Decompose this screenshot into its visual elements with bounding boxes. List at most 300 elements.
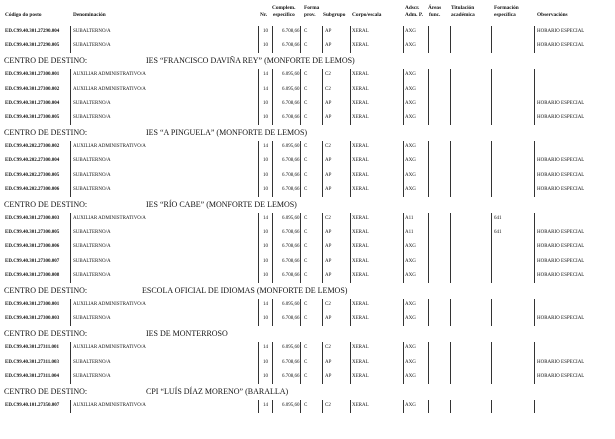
cell-nr: 14 bbox=[263, 302, 268, 307]
cell-nr: 10 bbox=[263, 230, 268, 236]
cell-adscricion: AXG bbox=[405, 359, 416, 365]
cell-code: ED.C99.40.301.27300.002 bbox=[5, 86, 60, 92]
column-divider bbox=[70, 26, 71, 53]
cell-denominacion: SUBALTERNO/A bbox=[73, 258, 111, 264]
header-subgrupo: Subgrupo bbox=[323, 12, 346, 18]
section-name: IES “FRANCISCO DAVIÑA REY” (MONFORTE DE LEMOS) bbox=[146, 56, 355, 66]
cell-complemento: 6.708,66 bbox=[282, 172, 300, 178]
cell-code: ED.C99.40.301.27300.005 bbox=[5, 115, 60, 120]
section-name: IES “RÍO CABE” (MONFORTE DE LEMOS) bbox=[146, 200, 297, 209]
cell-adscricion: AXG bbox=[405, 403, 416, 408]
column-divider bbox=[350, 141, 351, 197]
header-complem-line1: Complem. bbox=[272, 5, 296, 11]
cell-adscricion: AXG bbox=[405, 172, 416, 178]
cell-corpo: XERAL bbox=[352, 258, 369, 264]
header-complem-line2: específico bbox=[273, 12, 295, 18]
column-divider bbox=[70, 141, 71, 197]
cell-subgrupo: C2 bbox=[325, 144, 331, 150]
cell-subgrupo: AP bbox=[325, 258, 332, 264]
cell-code: ED.C99.40.301.27290.004 bbox=[5, 29, 60, 34]
cell-denominacion: SUBALTERNO/A bbox=[73, 272, 111, 278]
cell-forma-provision: C bbox=[304, 230, 308, 236]
cell-complemento: 6.708,66 bbox=[282, 258, 300, 264]
cell-observacions: HORARIO ESPECIAL bbox=[537, 244, 585, 250]
column-divider bbox=[491, 69, 492, 125]
table-row bbox=[0, 142, 615, 152]
table-row bbox=[0, 113, 615, 123]
cell-forma-provision: C bbox=[304, 115, 308, 120]
cell-code: ED.C99.40.101.27350.007 bbox=[5, 403, 60, 408]
section-header bbox=[4, 199, 604, 211]
cell-formacion: 641 bbox=[494, 216, 502, 221]
column-divider bbox=[534, 299, 535, 326]
section-header bbox=[4, 55, 604, 67]
cell-denominacion: AUXILIAR ADMINISTRATIVO/A bbox=[73, 144, 146, 150]
column-divider bbox=[403, 26, 404, 53]
header-codigo: Código do posto bbox=[5, 12, 42, 18]
column-divider bbox=[534, 213, 535, 283]
column-divider bbox=[258, 342, 259, 384]
cell-code: ED.C99.40.301.27311.001 bbox=[5, 345, 60, 351]
table-row bbox=[0, 70, 615, 80]
cell-code: ED.C99.40.301.27300.003 bbox=[5, 216, 60, 221]
cell-complemento: 6.095,60 bbox=[282, 144, 300, 150]
cell-code: ED.C99.40.202.27300.002 bbox=[5, 144, 60, 150]
cell-forma-provision: C bbox=[304, 216, 308, 221]
column-divider bbox=[70, 299, 71, 326]
cell-observacions: HORARIO ESPECIAL bbox=[537, 186, 585, 192]
column-divider bbox=[534, 141, 535, 197]
cell-denominacion: SUBALTERNO/A bbox=[73, 100, 111, 106]
cell-denominacion: AUXILIAR ADMINISTRATIVO/A bbox=[73, 302, 146, 307]
cell-nr: 10 bbox=[263, 115, 268, 120]
cell-corpo: XERAL bbox=[352, 316, 369, 322]
section-name: IES DE MONTERROSO bbox=[146, 329, 228, 339]
cell-corpo: XERAL bbox=[352, 43, 369, 49]
cell-corpo: XERAL bbox=[352, 216, 369, 221]
cell-subgrupo: AP bbox=[325, 43, 332, 49]
table-row bbox=[0, 27, 615, 37]
cell-subgrupo: C2 bbox=[325, 403, 331, 408]
cell-code: ED.C99.40.301.27311.003 bbox=[5, 359, 60, 365]
section-name: CPI “LUÍS DÍAZ MORENO” (BARALLA) bbox=[146, 387, 289, 396]
column-divider bbox=[300, 69, 301, 125]
column-divider bbox=[272, 299, 273, 326]
table-row bbox=[0, 358, 615, 368]
cell-forma-provision: C bbox=[304, 144, 308, 150]
cell-code: ED.C99.40.202.27300.004 bbox=[5, 158, 60, 164]
table-row bbox=[0, 343, 615, 353]
column-divider bbox=[534, 26, 535, 53]
cell-forma-provision: C bbox=[304, 302, 308, 307]
column-divider bbox=[428, 400, 429, 413]
cell-corpo: XERAL bbox=[352, 29, 369, 34]
section-label: CENTRO DE DESTINO: bbox=[4, 56, 88, 66]
column-divider bbox=[272, 213, 273, 283]
cell-adscricion: AXG bbox=[405, 258, 416, 264]
section-name: ESCOLA OFICIAL DE IDIOMAS (MONFORTE DE LEMOS) bbox=[142, 286, 348, 295]
cell-subgrupo: AP bbox=[325, 272, 332, 278]
column-divider bbox=[258, 69, 259, 125]
cell-adscricion: AXG bbox=[405, 144, 416, 150]
cell-corpo: XERAL bbox=[352, 186, 369, 192]
cell-adscricion: A11 bbox=[405, 230, 414, 236]
column-divider bbox=[322, 69, 323, 125]
table-row bbox=[0, 314, 615, 324]
cell-nr: 14 bbox=[263, 72, 268, 78]
cell-code: ED.C99.40.301.27300.005 bbox=[5, 230, 60, 236]
table-row bbox=[0, 185, 615, 195]
cell-code: ED.C99.40.202.27300.005 bbox=[5, 172, 60, 178]
column-divider bbox=[428, 342, 429, 384]
cell-nr: 10 bbox=[263, 258, 268, 264]
cell-subgrupo: AP bbox=[325, 316, 332, 322]
column-divider bbox=[272, 69, 273, 125]
column-divider bbox=[350, 342, 351, 384]
section-name: IES “A PINGUELA” (MONFORTE DE LEMOS) bbox=[146, 128, 308, 138]
cell-forma-provision: C bbox=[304, 72, 308, 78]
table-row bbox=[0, 257, 615, 267]
cell-code: ED.C99.40.301.27311.004 bbox=[5, 373, 60, 379]
header-adscr-line2: Adm. P. bbox=[405, 12, 423, 18]
column-divider bbox=[428, 69, 429, 125]
section-header bbox=[4, 386, 604, 398]
cell-nr: 10 bbox=[263, 244, 268, 250]
column-divider bbox=[403, 213, 404, 283]
cell-subgrupo: AP bbox=[325, 373, 332, 379]
cell-corpo: XERAL bbox=[352, 244, 369, 250]
header-denominacion: Denominación bbox=[73, 12, 106, 18]
cell-subgrupo: C2 bbox=[325, 345, 331, 351]
cell-observacions: HORARIO ESPECIAL bbox=[537, 359, 585, 365]
column-divider bbox=[258, 213, 259, 283]
cell-nr: 14 bbox=[263, 216, 268, 221]
column-divider bbox=[70, 342, 71, 384]
column-divider bbox=[450, 400, 451, 413]
cell-adscricion: AXG bbox=[405, 272, 416, 278]
column-divider bbox=[322, 141, 323, 197]
cell-nr: 10 bbox=[263, 272, 268, 278]
cell-adscricion: AXG bbox=[405, 86, 416, 92]
cell-denominacion: AUXILIAR ADMINISTRATIVO/A bbox=[73, 345, 146, 351]
cell-code: ED.C99.40.301.27300.008 bbox=[5, 272, 60, 278]
table-row bbox=[0, 401, 615, 411]
table-row bbox=[0, 372, 615, 382]
header-forma-line2: prov. bbox=[304, 12, 316, 18]
cell-nr: 10 bbox=[263, 359, 268, 365]
cell-denominacion: SUBALTERNO/A bbox=[73, 29, 111, 34]
cell-nr: 10 bbox=[263, 172, 268, 178]
cell-complemento: 6.708,66 bbox=[282, 43, 300, 49]
header-corpo: Corpo/escala bbox=[352, 12, 382, 18]
cell-nr: 10 bbox=[263, 316, 268, 322]
cell-complemento: 6.708,66 bbox=[282, 244, 300, 250]
table-row bbox=[0, 41, 615, 51]
cell-corpo: XERAL bbox=[352, 72, 369, 78]
table-row bbox=[0, 99, 615, 109]
cell-code: ED.C99.40.202.27300.006 bbox=[5, 186, 60, 192]
cell-observacions: HORARIO ESPECIAL bbox=[537, 100, 585, 106]
cell-forma-provision: C bbox=[304, 86, 308, 92]
column-divider bbox=[403, 342, 404, 384]
column-divider bbox=[272, 342, 273, 384]
header-nr: Nr. bbox=[260, 12, 268, 18]
cell-subgrupo: AP bbox=[325, 244, 332, 250]
cell-nr: 10 bbox=[263, 100, 268, 106]
column-divider bbox=[450, 26, 451, 53]
cell-adscricion: AXG bbox=[405, 302, 416, 307]
table-row bbox=[0, 242, 615, 252]
cell-observacions: HORARIO ESPECIAL bbox=[537, 373, 585, 379]
column-divider bbox=[403, 141, 404, 197]
cell-subgrupo: C2 bbox=[325, 86, 331, 92]
cell-complemento: 6.708,66 bbox=[282, 29, 300, 34]
header-areas-line2: func. bbox=[429, 12, 441, 18]
column-divider bbox=[70, 69, 71, 125]
cell-forma-provision: C bbox=[304, 158, 308, 164]
cell-subgrupo: AP bbox=[325, 186, 332, 192]
table-row bbox=[0, 271, 615, 281]
cell-code: ED.C99.40.301.27300.004 bbox=[5, 100, 60, 106]
cell-corpo: XERAL bbox=[352, 345, 369, 351]
table-row bbox=[0, 214, 615, 224]
cell-adscricion: AXG bbox=[405, 316, 416, 322]
cell-observacions: HORARIO ESPECIAL bbox=[537, 172, 585, 178]
column-divider bbox=[258, 400, 259, 413]
cell-forma-provision: C bbox=[304, 258, 308, 264]
cell-complemento: 6.708,66 bbox=[282, 373, 300, 379]
column-divider bbox=[272, 141, 273, 197]
cell-adscricion: AXG bbox=[405, 72, 416, 78]
cell-complemento: 6.095,60 bbox=[282, 403, 300, 408]
column-divider bbox=[258, 299, 259, 326]
cell-subgrupo: AP bbox=[325, 100, 332, 106]
cell-formacion: 641 bbox=[494, 230, 502, 236]
cell-denominacion: AUXILIAR ADMINISTRATIVO/A bbox=[73, 216, 146, 221]
cell-adscricion: AXG bbox=[405, 186, 416, 192]
column-divider bbox=[322, 342, 323, 384]
cell-code: ED.C99.40.301.27300.006 bbox=[5, 244, 60, 250]
cell-corpo: XERAL bbox=[352, 373, 369, 379]
cell-adscricion: AXG bbox=[405, 244, 416, 250]
cell-corpo: XERAL bbox=[352, 144, 369, 150]
section-label: CENTRO DE DESTINO: bbox=[4, 329, 88, 339]
cell-denominacion: AUXILIAR ADMINISTRATIVO/A bbox=[73, 72, 146, 78]
cell-complemento: 6.708,66 bbox=[282, 100, 300, 106]
cell-code: ED.C99.40.301.27290.005 bbox=[5, 43, 60, 49]
cell-adscricion: A11 bbox=[405, 216, 414, 221]
column-divider bbox=[300, 400, 301, 413]
column-divider bbox=[403, 299, 404, 326]
cell-complemento: 6.095,60 bbox=[282, 86, 300, 92]
column-divider bbox=[350, 299, 351, 326]
cell-denominacion: SUBALTERNO/A bbox=[73, 43, 111, 49]
cell-adscricion: AXG bbox=[405, 29, 416, 34]
section-header bbox=[4, 328, 604, 340]
cell-nr: 10 bbox=[263, 373, 268, 379]
cell-subgrupo: C2 bbox=[325, 72, 331, 78]
column-divider bbox=[322, 400, 323, 413]
cell-subgrupo: AP bbox=[325, 158, 332, 164]
cell-forma-provision: C bbox=[304, 244, 308, 250]
cell-forma-provision: C bbox=[304, 345, 308, 351]
column-divider bbox=[403, 69, 404, 125]
cell-observacions: HORARIO ESPECIAL bbox=[537, 258, 585, 264]
cell-denominacion: AUXILIAR ADMINISTRATIVO/A bbox=[73, 403, 146, 408]
column-divider bbox=[491, 400, 492, 413]
column-divider bbox=[300, 26, 301, 53]
column-divider bbox=[322, 213, 323, 283]
cell-denominacion: AUXILIAR ADMINISTRATIVO/A bbox=[73, 86, 146, 92]
cell-corpo: XERAL bbox=[352, 272, 369, 278]
cell-adscricion: AXG bbox=[405, 345, 416, 351]
cell-subgrupo: C2 bbox=[325, 302, 331, 307]
cell-denominacion: SUBALTERNO/A bbox=[73, 186, 111, 192]
cell-denominacion: SUBALTERNO/A bbox=[73, 373, 111, 379]
table-row bbox=[0, 156, 615, 166]
table-header bbox=[0, 4, 615, 26]
cell-forma-provision: C bbox=[304, 100, 308, 106]
cell-nr: 14 bbox=[263, 144, 268, 150]
column-divider bbox=[350, 213, 351, 283]
column-divider bbox=[272, 26, 273, 53]
cell-subgrupo: AP bbox=[325, 359, 332, 365]
cell-forma-provision: C bbox=[304, 316, 308, 322]
column-divider bbox=[428, 26, 429, 53]
cell-adscricion: AXG bbox=[405, 373, 416, 379]
cell-nr: 10 bbox=[263, 158, 268, 164]
cell-denominacion: SUBALTERNO/A bbox=[73, 172, 111, 178]
cell-corpo: XERAL bbox=[352, 158, 369, 164]
column-divider bbox=[534, 69, 535, 125]
cell-complemento: 6.708,66 bbox=[282, 158, 300, 164]
column-divider bbox=[450, 342, 451, 384]
column-divider bbox=[350, 400, 351, 413]
column-divider bbox=[350, 26, 351, 53]
section-header bbox=[4, 285, 604, 297]
cell-subgrupo: AP bbox=[325, 115, 332, 120]
cell-complemento: 6.095,60 bbox=[282, 72, 300, 78]
cell-adscricion: AXG bbox=[405, 100, 416, 106]
column-divider bbox=[300, 299, 301, 326]
cell-nr: 10 bbox=[263, 29, 268, 34]
section-label: CENTRO DE DESTINO: bbox=[4, 387, 88, 396]
column-divider bbox=[70, 400, 71, 413]
cell-forma-provision: C bbox=[304, 272, 308, 278]
column-divider bbox=[491, 342, 492, 384]
cell-code: ED.C99.40.301.27300.003 bbox=[5, 316, 60, 322]
cell-adscricion: AXG bbox=[405, 43, 416, 49]
cell-complemento: 6.708,66 bbox=[282, 359, 300, 365]
column-divider bbox=[450, 141, 451, 197]
cell-denominacion: SUBALTERNO/A bbox=[73, 158, 111, 164]
cell-denominacion: SUBALTERNO/A bbox=[73, 244, 111, 250]
section-label: CENTRO DE DESTINO: bbox=[4, 200, 88, 209]
column-divider bbox=[70, 213, 71, 283]
cell-complemento: 6.095,60 bbox=[282, 302, 300, 307]
cell-observacions: HORARIO ESPECIAL bbox=[537, 158, 585, 164]
cell-observacions: HORARIO ESPECIAL bbox=[537, 43, 585, 49]
cell-subgrupo: AP bbox=[325, 29, 332, 34]
cell-corpo: XERAL bbox=[352, 86, 369, 92]
cell-forma-provision: C bbox=[304, 359, 308, 365]
cell-complemento: 6.708,66 bbox=[282, 186, 300, 192]
header-observacions: Observacións bbox=[537, 12, 568, 18]
column-divider bbox=[258, 26, 259, 53]
cell-denominacion: SUBALTERNO/A bbox=[73, 230, 111, 236]
cell-forma-provision: C bbox=[304, 403, 308, 408]
cell-corpo: XERAL bbox=[352, 230, 369, 236]
cell-complemento: 6.708,66 bbox=[282, 272, 300, 278]
column-divider bbox=[534, 400, 535, 413]
cell-adscricion: AXG bbox=[405, 115, 416, 120]
header-titulacion-line1: Titulación bbox=[451, 5, 475, 11]
cell-forma-provision: C bbox=[304, 373, 308, 379]
cell-denominacion: SUBALTERNO/A bbox=[73, 316, 111, 322]
cell-complemento: 6.708,66 bbox=[282, 115, 300, 120]
cell-complemento: 6.708,66 bbox=[282, 316, 300, 322]
cell-subgrupo: AP bbox=[325, 172, 332, 178]
header-formacion-line2: específica bbox=[494, 12, 516, 18]
column-divider bbox=[322, 299, 323, 326]
section-header bbox=[4, 127, 604, 139]
cell-adscricion: AXG bbox=[405, 158, 416, 164]
section-label: CENTRO DE DESTINO: bbox=[4, 128, 88, 138]
column-divider bbox=[491, 299, 492, 326]
column-divider bbox=[300, 141, 301, 197]
cell-complemento: 6.095,60 bbox=[282, 345, 300, 351]
column-divider bbox=[428, 213, 429, 283]
section-label: CENTRO DE DESTINO: bbox=[4, 286, 88, 295]
cell-nr: 10 bbox=[263, 43, 268, 49]
cell-forma-provision: C bbox=[304, 43, 308, 49]
column-divider bbox=[450, 299, 451, 326]
column-divider bbox=[350, 69, 351, 125]
cell-denominacion: SUBALTERNO/A bbox=[73, 359, 111, 365]
column-divider bbox=[450, 69, 451, 125]
cell-subgrupo: C2 bbox=[325, 216, 331, 221]
cell-nr: 14 bbox=[263, 86, 268, 92]
cell-code: ED.C99.40.301.27300.007 bbox=[5, 258, 60, 264]
header-formacion-line1: Formación bbox=[494, 5, 519, 11]
column-divider bbox=[300, 342, 301, 384]
cell-denominacion: SUBALTERNO/A bbox=[73, 115, 111, 120]
cell-nr: 14 bbox=[263, 345, 268, 351]
column-divider bbox=[272, 400, 273, 413]
header-adscr-line1: Adscr. bbox=[405, 5, 420, 11]
column-divider bbox=[491, 141, 492, 197]
header-titulacion-line2: académica bbox=[451, 12, 475, 18]
cell-corpo: XERAL bbox=[352, 100, 369, 106]
column-divider bbox=[428, 299, 429, 326]
column-divider bbox=[450, 213, 451, 283]
table-row bbox=[0, 228, 615, 238]
cell-observacions: HORARIO ESPECIAL bbox=[537, 29, 585, 34]
table-row bbox=[0, 85, 615, 95]
header-forma-line1: Forma bbox=[304, 5, 320, 11]
table-row bbox=[0, 300, 615, 310]
column-divider bbox=[491, 213, 492, 283]
column-divider bbox=[300, 213, 301, 283]
column-divider bbox=[428, 141, 429, 197]
cell-code: ED.C99.40.301.27300.001 bbox=[5, 302, 60, 307]
column-divider bbox=[534, 342, 535, 384]
cell-forma-provision: C bbox=[304, 29, 308, 34]
cell-corpo: XERAL bbox=[352, 302, 369, 307]
cell-forma-provision: C bbox=[304, 172, 308, 178]
cell-corpo: XERAL bbox=[352, 403, 369, 408]
cell-complemento: 6.708,66 bbox=[282, 230, 300, 236]
